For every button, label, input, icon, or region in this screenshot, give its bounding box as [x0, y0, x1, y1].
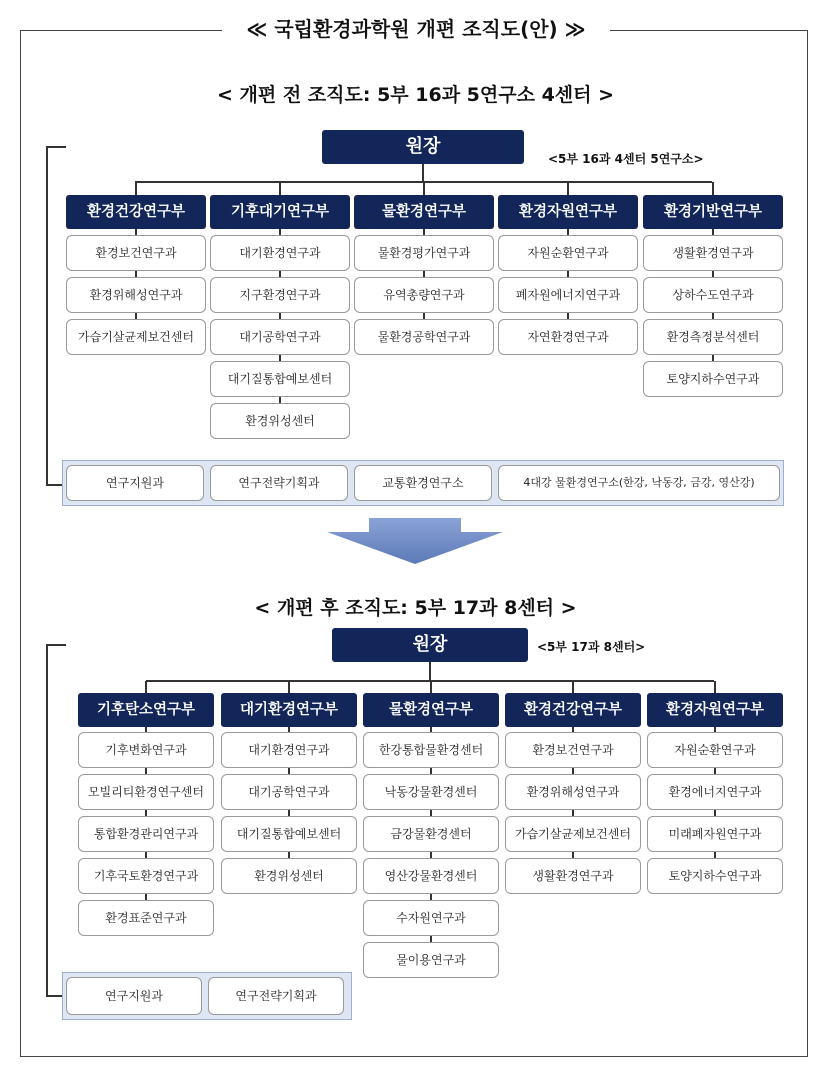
before-unit-box: 자원순환연구과 [498, 235, 638, 271]
after-dept-drop-line [430, 681, 432, 693]
before-unit-box: 대기공학연구과 [210, 319, 350, 355]
before-unit-box: 물환경공학연구과 [354, 319, 494, 355]
after-unit-box: 대기환경연구과 [221, 732, 357, 768]
after-unit-box: 모빌리티환경연구센터 [78, 774, 214, 810]
after-support-connector [46, 644, 66, 997]
after-unit-box: 통합환경관리연구과 [78, 816, 214, 852]
before-department-box: 물환경연구부 [354, 195, 494, 229]
before-dept-drop-line [279, 182, 281, 195]
before-department-box: 환경기반연구부 [643, 195, 783, 229]
before-department-box: 기후대기연구부 [210, 195, 350, 229]
before-unit-box: 자연환경연구과 [498, 319, 638, 355]
after-department-box: 환경건강연구부 [505, 693, 641, 727]
after-dept-drop-line [145, 681, 147, 693]
before-director-box: 원장 [322, 130, 524, 164]
before-unit-box: 환경보건연구과 [66, 235, 206, 271]
after-unit-box: 환경표준연구과 [78, 900, 214, 936]
after-unit-box: 대기공학연구과 [221, 774, 357, 810]
after-dept-drop-line [714, 681, 716, 693]
before-trunk-line [422, 164, 424, 182]
before-unit-box: 가습기살균제보건센터 [66, 319, 206, 355]
before-unit-box: 환경측정분석센터 [643, 319, 783, 355]
after-unit-box: 기후변화연구과 [78, 732, 214, 768]
after-unit-box: 물이용연구과 [363, 942, 499, 978]
before-dept-drop-line [712, 182, 714, 195]
after-dept-drop-line [572, 681, 574, 693]
after-dept-drop-line [288, 681, 290, 693]
before-dept-drop-line [135, 182, 137, 195]
after-unit-box: 환경위성센터 [221, 858, 357, 894]
after-unit-box: 대기질통합예보센터 [221, 816, 357, 852]
after-unit-box: 영산강물환경센터 [363, 858, 499, 894]
before-unit-box: 유역총량연구과 [354, 277, 494, 313]
after-support-unit: 연구전략기획과 [208, 977, 344, 1015]
before-support-unit: 연구전략기획과 [210, 465, 348, 501]
after-trunk-line [429, 662, 431, 681]
before-unit-box: 환경위해성연구과 [66, 277, 206, 313]
before-support-unit: 4대강 물환경연구소(한강, 낙동강, 금강, 영산강) [498, 465, 780, 501]
after-unit-box: 자원순환연구과 [647, 732, 783, 768]
before-unit-box: 토양지하수연구과 [643, 361, 783, 397]
before-unit-box: 환경위성센터 [210, 403, 350, 439]
after-unit-box: 낙동강물환경센터 [363, 774, 499, 810]
after-department-box: 기후탄소연구부 [78, 693, 214, 727]
after-unit-box: 미래폐자원연구과 [647, 816, 783, 852]
after-unit-box: 환경보건연구과 [505, 732, 641, 768]
before-dept-drop-line [567, 182, 569, 195]
before-department-box: 환경건강연구부 [66, 195, 206, 229]
before-department-box: 환경자원연구부 [498, 195, 638, 229]
after-unit-box: 생활환경연구과 [505, 858, 641, 894]
before-unit-box: 상하수도연구과 [643, 277, 783, 313]
before-unit-box: 폐자원에너지연구과 [498, 277, 638, 313]
before-support-unit: 연구지원과 [66, 465, 204, 501]
before-dept-drop-line [423, 182, 425, 195]
main-title: ≪ 국립환경과학원 개편 조직도(안) ≫ [222, 14, 610, 44]
before-note: <5부 16과 4센터 5연구소> [548, 152, 704, 166]
after-unit-box: 토양지하수연구과 [647, 858, 783, 894]
before-section-title: < 개편 전 조직도: 5부 16과 5연구소 4센터 > [216, 84, 615, 106]
before-support-unit: 교통환경연구소 [354, 465, 492, 501]
after-unit-box: 환경에너지연구과 [647, 774, 783, 810]
after-department-box: 물환경연구부 [363, 693, 499, 727]
before-unit-box: 지구환경연구과 [210, 277, 350, 313]
after-unit-box: 기후국토환경연구과 [78, 858, 214, 894]
before-unit-box: 대기환경연구과 [210, 235, 350, 271]
before-unit-box: 대기질통합예보센터 [210, 361, 350, 397]
after-unit-box: 금강물환경센터 [363, 816, 499, 852]
after-unit-box: 가습기살균제보건센터 [505, 816, 641, 852]
down-arrow [327, 518, 503, 564]
after-note: <5부 17과 8센터> [537, 640, 646, 654]
after-section-title: < 개편 후 조직도: 5부 17과 8센터 > [254, 597, 577, 619]
after-unit-box: 수자원연구과 [363, 900, 499, 936]
before-support-connector [46, 146, 66, 486]
before-unit-box: 물환경평가연구과 [354, 235, 494, 271]
after-director-box: 원장 [332, 628, 528, 662]
after-department-box: 환경자원연구부 [647, 693, 783, 727]
after-support-unit: 연구지원과 [66, 977, 202, 1015]
after-department-box: 대기환경연구부 [221, 693, 357, 727]
after-unit-box: 환경위해성연구과 [505, 774, 641, 810]
before-unit-box: 생활환경연구과 [643, 235, 783, 271]
after-unit-box: 한강통합물환경센터 [363, 732, 499, 768]
